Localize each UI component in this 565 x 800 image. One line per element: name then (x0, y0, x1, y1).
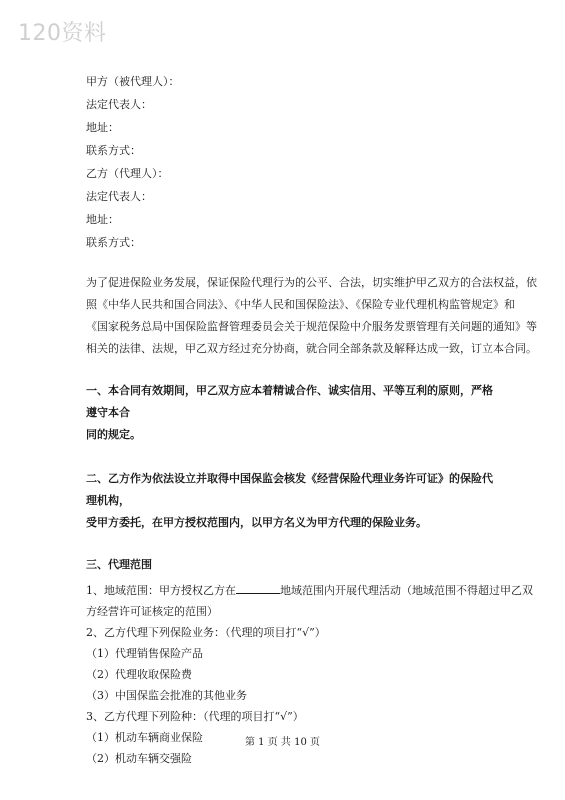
clause-3-item-1-cont: 方经营许可证核定的范围） (86, 605, 218, 618)
clause-2-line: 二、乙方作为依法设立并取得中国保监会核发《经营保险代理业务许可证》的保险代理机构， (86, 472, 493, 507)
intro-paragraph (86, 272, 537, 360)
item-3-option: （2）机动车辆交强险 (86, 752, 192, 765)
clause-2 (86, 468, 494, 534)
item-3-option: （1）机动车辆商业保险 (86, 731, 203, 744)
clause-2-line: 受甲方委托，在甲方授权范围内，以甲方名义为甲方代理的保险业务。 (86, 516, 427, 529)
clause-3-heading: 三、代理范围 (86, 558, 152, 571)
item-2-option: （2）代理收取保险费 (86, 668, 192, 681)
clause-3-item-3: 3、乙方代理下列险种：（代理的项目打“√”） (86, 710, 304, 723)
intro-line: 照《中华人民共和国合同法》、《中华人民和国保险法》、《保险专业代理机构监管规定》和 (86, 298, 515, 311)
party-a-address: 地址： (86, 121, 119, 134)
page-number: 第 1 页 共 10 页 (245, 737, 320, 748)
clause-1 (86, 380, 494, 446)
clause-1-line: 同的规定。 (86, 428, 141, 441)
clause-3-item-2: 2、乙方代理下列保险业务：（代理的项目打“√”） (86, 626, 326, 639)
party-b-title: 乙方（代理人）： (86, 167, 169, 180)
item-1-suffix: 地域范围内开展代理活动（地域范围不得超过甲乙双 (280, 584, 533, 597)
intro-line: 相关的法律、法规，甲乙双方经过充分协商，就合同全部条款及解释达成一致，订立本合同。 (86, 342, 537, 355)
party-a-rep: 法定代表人： (86, 98, 152, 111)
watermark-logo: 120资料 (18, 21, 107, 46)
clause-1-line: 一、本合同有效期间，甲乙双方应本着精诚合作、诚实信用、平等互利的原则，严格遵守本合 (86, 384, 493, 419)
party-b-block (86, 166, 494, 250)
item-2-option: （3）中国保监会批准的其他业务 (86, 689, 247, 702)
intro-line: 《国家税务总局中国保险监督管理委员会关于规范保险中介服务发票管理有关问题的通知》等 (86, 320, 537, 333)
item-2-option: （1）代理销售保险产品 (86, 647, 203, 660)
party-a-block (86, 74, 494, 158)
party-a-title: 甲方（被代理人）： (86, 75, 180, 88)
item-1-prefix: 1、地域范围：甲方授权乙方在 (86, 584, 236, 597)
party-b-contact: 联系方式： (86, 236, 141, 249)
party-a-contact: 联系方式： (86, 144, 141, 157)
clause-3-item-1 (86, 582, 533, 598)
party-b-rep: 法定代表人： (86, 190, 152, 203)
region-blank (236, 582, 280, 594)
contract-page (86, 70, 537, 766)
party-b-address: 地址： (86, 213, 119, 226)
intro-line: 为了促进保险业务发展，保证保险代理行为的公平、合法，切实维护甲乙双方的合法权益，依 (86, 276, 537, 289)
